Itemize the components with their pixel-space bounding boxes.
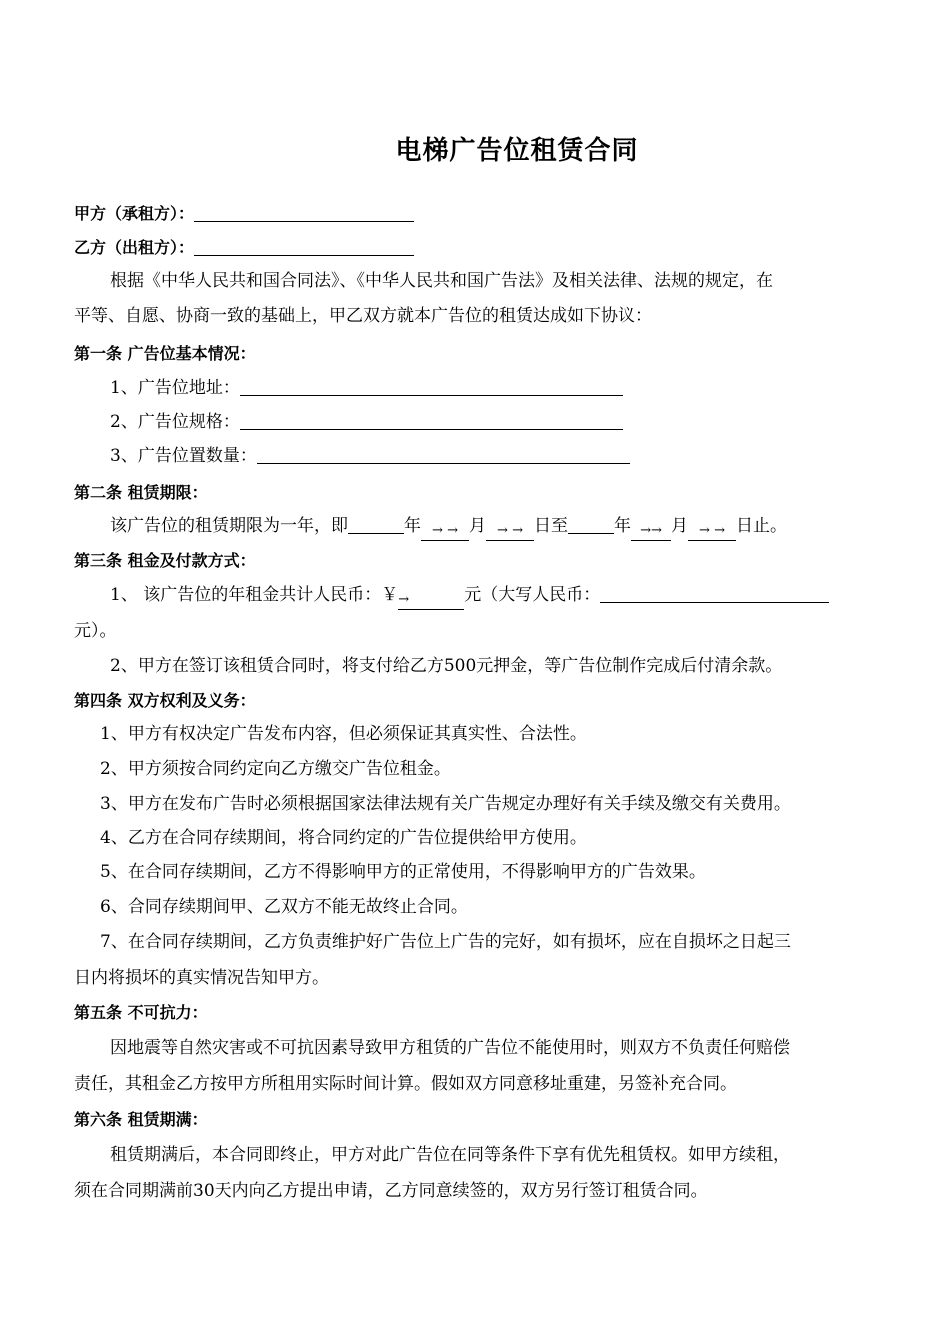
arrow-icon: → bbox=[398, 592, 410, 607]
article3-item-2: 2、甲方在签订该租赁合同时，将支付给乙方500元押金，等广告位制作完成后付清余款。 bbox=[110, 656, 783, 676]
arrow-icon: → bbox=[714, 523, 725, 538]
article1-item-2 bbox=[110, 411, 623, 433]
term-text: 月 bbox=[469, 516, 486, 536]
article1-item-3 bbox=[110, 445, 630, 467]
preamble-line-2: 平等、自愿、协商一致的基础上，甲乙双方就本广告位的租赁达成如下协议： bbox=[74, 306, 652, 326]
article4-item: 日内将损坏的真实情况告知甲方。 bbox=[74, 968, 329, 988]
party-a-blank[interactable] bbox=[194, 203, 414, 222]
term-text: 年 bbox=[404, 516, 421, 536]
term-text: 年 bbox=[614, 516, 631, 536]
article1-item-label: 3、广告位置数量： bbox=[110, 446, 257, 466]
term-text: 日止。 bbox=[736, 516, 787, 536]
article4-item: 6、合同存续期间甲、乙双方不能无故终止合同。 bbox=[100, 897, 468, 917]
term-text: 该广告位的租赁期限为一年，即 bbox=[110, 516, 348, 536]
article4-item: 4、乙方在合同存续期间，将合同约定的广告位提供给甲方使用。 bbox=[100, 828, 587, 848]
ad-spec-blank[interactable] bbox=[240, 411, 623, 430]
party-b-line bbox=[74, 237, 414, 259]
end-year-blank[interactable] bbox=[568, 515, 614, 534]
article5-line-1: 因地震等自然灾害或不可抗因素导致甲方租赁的广告位不能使用时，则双方不负责任何赔偿 bbox=[110, 1038, 790, 1058]
arrow-icon: → bbox=[651, 523, 662, 538]
arrow-icon: → bbox=[640, 523, 651, 538]
rent-capital-label: 元（大写人民币： bbox=[464, 585, 601, 605]
article4-item: 2、甲方须按合同约定向乙方缴交广告位租金。 bbox=[100, 759, 451, 779]
article4-item: 5、在合同存续期间，乙方不得影响甲方的正常使用，不得影响甲方的广告效果。 bbox=[100, 862, 706, 882]
start-day-blank[interactable] bbox=[486, 522, 534, 541]
article4-item: 3、甲方在发布广告时必须根据国家法律法规有关广告规定办理好有关手续及缴交有关费用。 bbox=[100, 794, 791, 814]
article3-item-1-end: 元）。 bbox=[74, 621, 117, 641]
article4-heading: 第四条 双方权利及义务： bbox=[74, 691, 256, 710]
arrow-icon: → bbox=[497, 523, 508, 538]
start-month-blank[interactable] bbox=[421, 522, 469, 541]
article1-item-label: 1、广告位地址： bbox=[110, 378, 240, 398]
term-text: 月 bbox=[671, 516, 688, 536]
party-b-label: 乙方（出租方）： bbox=[74, 238, 195, 257]
ad-quantity-blank[interactable] bbox=[257, 445, 630, 464]
article4-item: 7、在合同存续期间，乙方负责维护好广告位上广告的完好，如有损坏，应在自损坏之日起三 bbox=[100, 932, 791, 952]
term-text: 日至 bbox=[534, 516, 568, 536]
start-year-blank[interactable] bbox=[348, 515, 404, 534]
arrow-icon: → bbox=[512, 523, 523, 538]
article5-line-2: 责任，其租金乙方按甲方所租用实际时间计算。假如双方同意移址重建，另签补充合同。 bbox=[74, 1074, 737, 1094]
article2-heading: 第二条 租赁期限： bbox=[74, 483, 208, 502]
rent-amount-blank[interactable] bbox=[398, 591, 464, 610]
preamble-line-1: 根据《中华人民共和国合同法》、《中华人民共和国广告法》及相关法律、法规的规定，在 bbox=[110, 271, 773, 291]
article1-item-1 bbox=[110, 377, 623, 399]
article5-heading: 第五条 不可抗力： bbox=[74, 1003, 208, 1022]
rent-capital-blank[interactable] bbox=[600, 584, 829, 603]
party-b-blank[interactable] bbox=[194, 237, 414, 256]
rent-label: 1、 该广告位的年租金共计人民币：￥ bbox=[110, 585, 399, 605]
party-a-line bbox=[74, 203, 414, 225]
document-title: 电梯广告位租赁合同 bbox=[395, 136, 639, 166]
article2-term-line bbox=[110, 515, 787, 541]
article3-heading: 第三条 租金及付款方式： bbox=[74, 551, 256, 570]
article6-line-2: 须在合同期满前30天内向乙方提出申请，乙方同意续签的，双方另行签订租赁合同。 bbox=[74, 1181, 708, 1201]
article1-heading: 第一条 广告位基本情况： bbox=[74, 344, 256, 363]
article4-item: 1、甲方有权决定广告发布内容，但必须保证其真实性、合法性。 bbox=[100, 724, 587, 744]
article6-line-1: 租赁期满后，本合同即终止，甲方对此广告位在同等条件下享有优先租赁权。如甲方续租， bbox=[110, 1145, 790, 1165]
article1-item-label: 2、广告位规格： bbox=[110, 412, 240, 432]
end-day-blank[interactable] bbox=[688, 522, 736, 541]
party-a-label: 甲方（承租方）： bbox=[74, 204, 195, 223]
arrow-icon: → bbox=[447, 523, 458, 538]
ad-address-blank[interactable] bbox=[240, 377, 623, 396]
article3-item-1 bbox=[110, 584, 829, 610]
end-month-blank[interactable] bbox=[631, 522, 671, 541]
arrow-icon: → bbox=[699, 523, 710, 538]
article6-heading: 第六条 租赁期满： bbox=[74, 1110, 208, 1129]
arrow-icon: → bbox=[432, 523, 443, 538]
